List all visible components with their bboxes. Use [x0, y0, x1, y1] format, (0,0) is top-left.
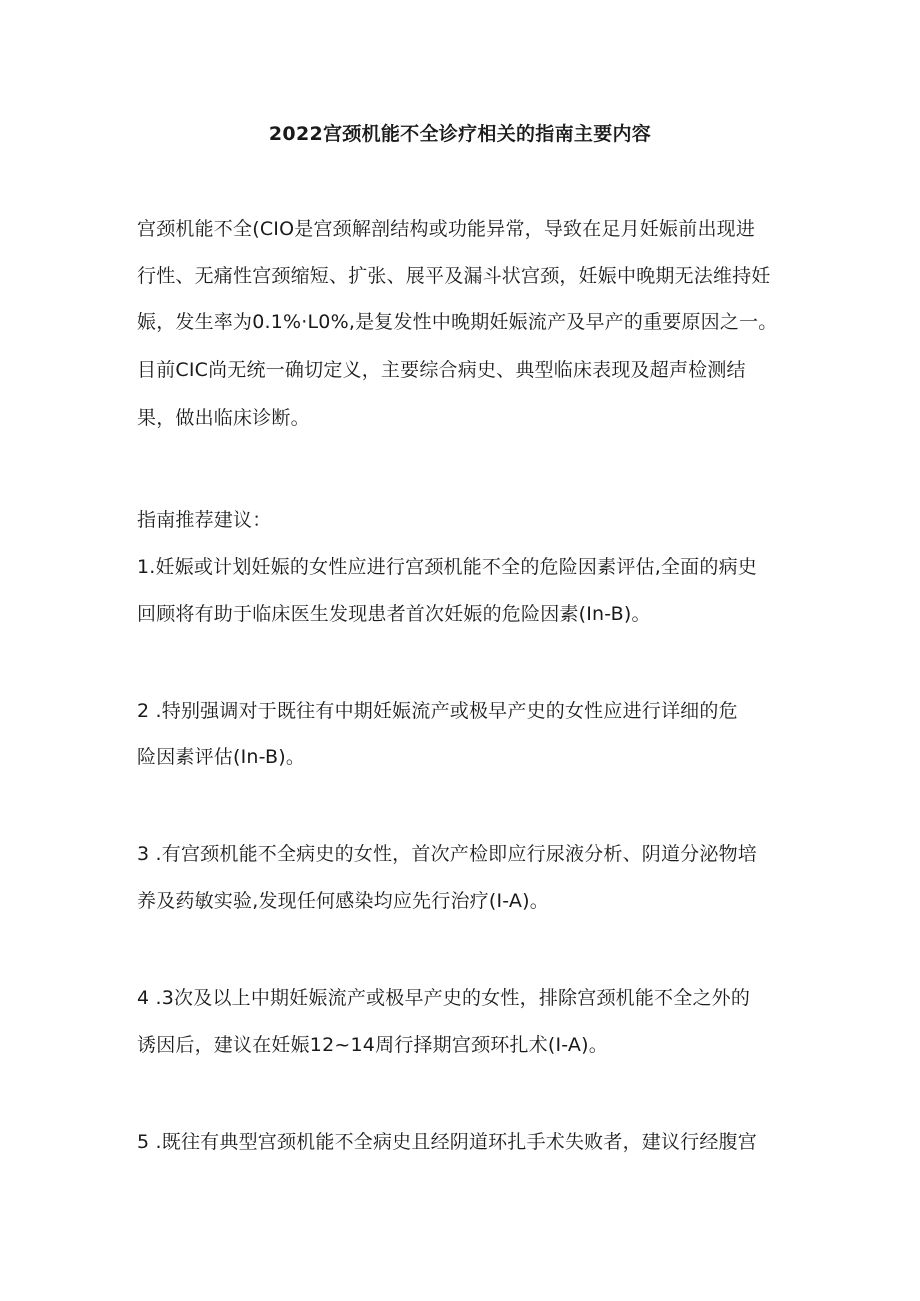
- item-1-line-2: 回顾将有助于临床医生发现患者首次妊娠的危险因素(In-B)。: [137, 603, 651, 625]
- intro-line-3: 娠，发生率为0.1%·L0%,是复发性中晚期妊娠流产及早产的重要原因之一。: [137, 311, 778, 333]
- item-3-line-2: 养及药敏实验,发现任何感染均应先行治疗(I-A)。: [137, 890, 549, 912]
- item-2-line-2: 险因素评估(In-B)。: [137, 746, 306, 768]
- recommend-heading: 指南推荐建议：: [137, 509, 272, 531]
- item-5-line-1: 5 .既往有典型宫颈机能不全病史且经阴道环扎手术失败者，建议行经腹宫: [137, 1131, 757, 1153]
- item-4-line-2: 诱因后，建议在妊娠12~14周行择期宫颈环扎术(I-A)。: [137, 1034, 608, 1056]
- intro-line-5: 果，做出临床诊断。: [137, 407, 310, 429]
- intro-line-4: 目前CIC尚无统一确切定义，主要综合病史、典型临床表现及超声检测结: [137, 359, 746, 381]
- document-title: 2022宫颈机能不全诊疗相关的指南主要内容: [268, 123, 652, 145]
- item-4-line-1: 4 .3次及以上中期妊娠流产或极早产史的女性，排除宫颈机能不全之外的: [137, 987, 751, 1009]
- intro-line-2: 行性、无痛性宫颈缩短、扩张、展平及漏斗状宫颈，妊娠中晚期无法维持妊: [137, 265, 771, 287]
- item-1-line-1: 1.妊娠或计划妊娠的女性应进行宫颈机能不全的危险因素评估,全面的病史: [137, 556, 757, 578]
- item-2-line-1: 2 .特别强调对于既往有中期妊娠流产或极早产史的女性应进行详细的危: [137, 700, 738, 722]
- item-3-line-1: 3 .有宫颈机能不全病史的女性，首次产检即应行尿液分析、阴道分泌物培: [137, 843, 757, 865]
- intro-line-1: 宫颈机能不全(CIO是宫颈解剖结构或功能异常，导致在足月妊娠前出现进: [137, 218, 756, 240]
